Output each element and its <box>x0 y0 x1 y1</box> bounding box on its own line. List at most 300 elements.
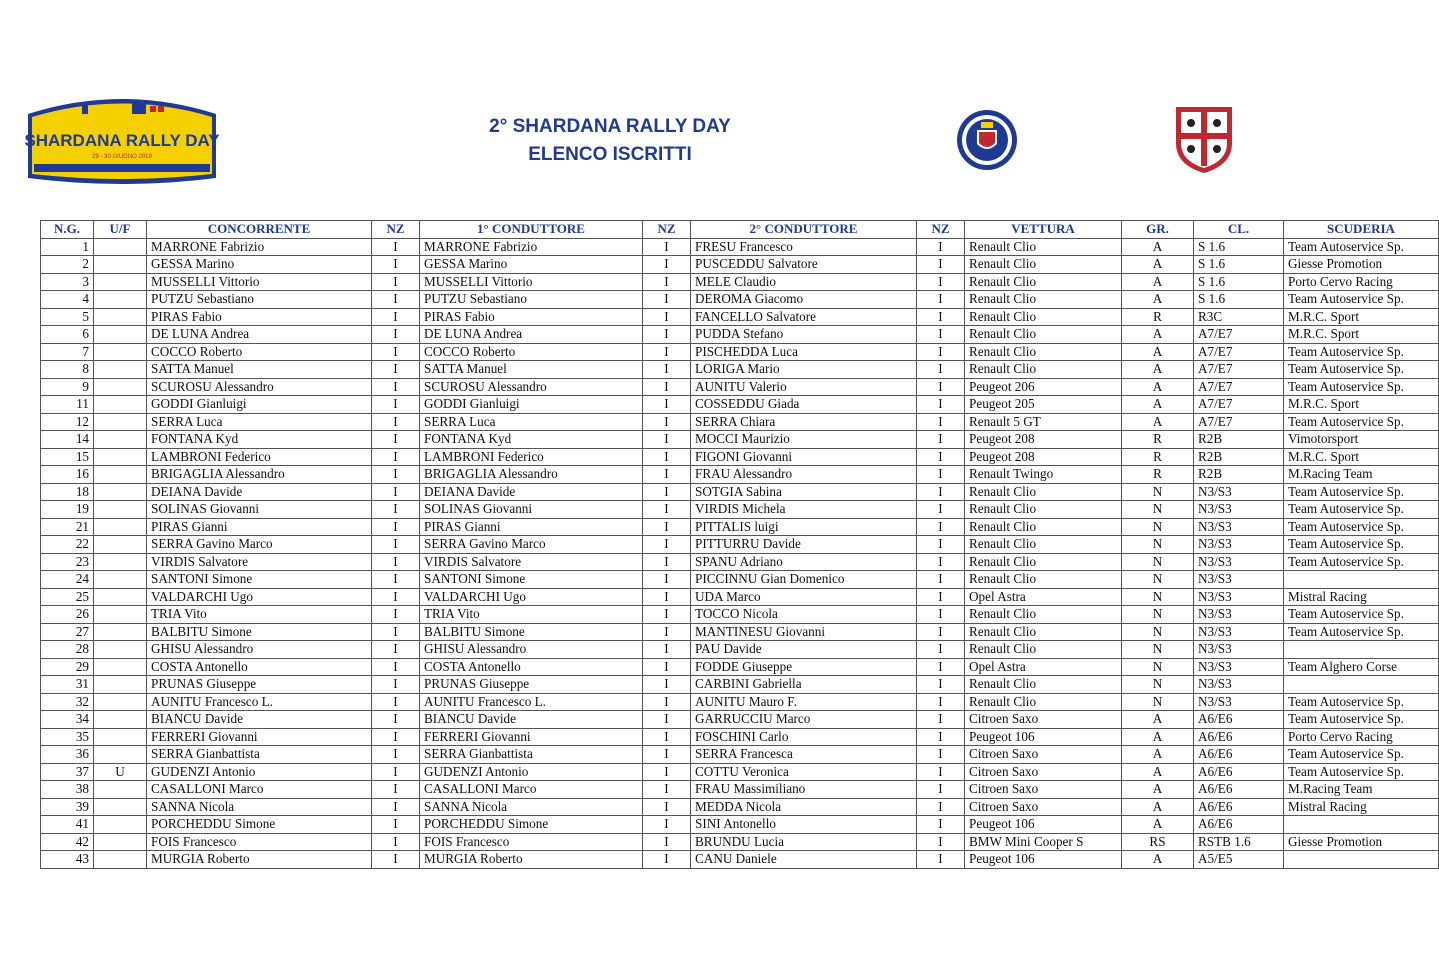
cell-ng: 29 <box>41 658 94 676</box>
cell-nz1: I <box>372 606 420 624</box>
cell-nz2: I <box>643 378 691 396</box>
cell-concorrente: FOIS Francesco <box>147 833 372 851</box>
cell-nz2: I <box>643 798 691 816</box>
cell-uf <box>94 606 147 624</box>
cell-nz1: I <box>372 571 420 589</box>
cell-scuderia: Team Autoservice Sp. <box>1284 763 1439 781</box>
cell-nz1: I <box>372 816 420 834</box>
cell-scuderia <box>1284 816 1439 834</box>
cell-classe: A6/E6 <box>1194 728 1284 746</box>
cell-conduttore1: SERRA Gianbattista <box>420 746 643 764</box>
cell-nz3: I <box>917 413 965 431</box>
cell-conduttore1: SCUROSU Alessandro <box>420 378 643 396</box>
column-header-uf: U/F <box>94 221 147 239</box>
cell-classe: R2B <box>1194 466 1284 484</box>
cell-conduttore1: SANNA Nicola <box>420 798 643 816</box>
cell-classe: A7/E7 <box>1194 343 1284 361</box>
cell-conduttore1: FERRERI Giovanni <box>420 728 643 746</box>
cell-conduttore2: BRUNDU Lucia <box>691 833 917 851</box>
cell-nz3: I <box>917 693 965 711</box>
cell-gruppo: N <box>1122 641 1194 659</box>
cell-conduttore2: SERRA Francesca <box>691 746 917 764</box>
title-line-2: ELENCO ISCRITTI <box>528 144 692 165</box>
cell-ng: 32 <box>41 693 94 711</box>
cell-uf <box>94 798 147 816</box>
table-row <box>41 728 1439 746</box>
cell-vettura: Renault Clio <box>965 256 1122 274</box>
cell-nz2: I <box>643 553 691 571</box>
cell-nz1: I <box>372 711 420 729</box>
cell-ng: 35 <box>41 728 94 746</box>
cell-gruppo: N <box>1122 693 1194 711</box>
cell-nz3: I <box>917 763 965 781</box>
column-header-classe: CL. <box>1194 221 1284 239</box>
logo-text: SHARDANA RALLY DAY <box>24 131 220 150</box>
cell-ng: 28 <box>41 641 94 659</box>
cell-vettura: Renault 5 GT <box>965 413 1122 431</box>
cell-nz3: I <box>917 238 965 256</box>
cell-uf <box>94 273 147 291</box>
table-row <box>41 396 1439 414</box>
cell-nz1: I <box>372 343 420 361</box>
cell-gruppo: A <box>1122 413 1194 431</box>
cell-nz2: I <box>643 326 691 344</box>
cell-concorrente: GHISU Alessandro <box>147 641 372 659</box>
cell-nz1: I <box>372 308 420 326</box>
table-row <box>41 448 1439 466</box>
cell-uf <box>94 291 147 309</box>
column-header-nz3: NZ <box>917 221 965 239</box>
cell-ng: 4 <box>41 291 94 309</box>
cell-nz3: I <box>917 501 965 519</box>
cell-nz3: I <box>917 781 965 799</box>
column-header-conduttore2: 2° CONDUTTORE <box>691 221 917 239</box>
cell-ng: 14 <box>41 431 94 449</box>
page-title <box>430 113 790 169</box>
cell-conduttore1: BIANCU Davide <box>420 711 643 729</box>
cell-vettura: Renault Clio <box>965 361 1122 379</box>
cell-conduttore2: FRAU Massimiliano <box>691 781 917 799</box>
cell-classe: S 1.6 <box>1194 238 1284 256</box>
cell-concorrente: FONTANA Kyd <box>147 431 372 449</box>
cell-vettura: Citroen Saxo <box>965 781 1122 799</box>
cell-concorrente: PORCHEDDU Simone <box>147 816 372 834</box>
cell-nz1: I <box>372 291 420 309</box>
cell-classe: A7/E7 <box>1194 413 1284 431</box>
cell-classe: R3C <box>1194 308 1284 326</box>
cell-uf <box>94 378 147 396</box>
cell-concorrente: DEIANA Davide <box>147 483 372 501</box>
cell-uf <box>94 623 147 641</box>
cell-nz3: I <box>917 676 965 694</box>
cell-nz2: I <box>643 238 691 256</box>
cell-scuderia: Team Autoservice Sp. <box>1284 378 1439 396</box>
cell-conduttore1: SERRA Luca <box>420 413 643 431</box>
cell-vettura: Citroen Saxo <box>965 711 1122 729</box>
table-row <box>41 518 1439 536</box>
cell-conduttore1: PORCHEDDU Simone <box>420 816 643 834</box>
cell-conduttore1: GHISU Alessandro <box>420 641 643 659</box>
cell-gruppo: N <box>1122 676 1194 694</box>
table-row <box>41 308 1439 326</box>
cell-ng: 41 <box>41 816 94 834</box>
cell-uf <box>94 536 147 554</box>
cell-gruppo: A <box>1122 816 1194 834</box>
cell-ng: 24 <box>41 571 94 589</box>
cell-gruppo: R <box>1122 431 1194 449</box>
cell-nz2: I <box>643 518 691 536</box>
cell-vettura: Peugeot 205 <box>965 396 1122 414</box>
cell-nz3: I <box>917 343 965 361</box>
cell-conduttore2: PITTURRU Davide <box>691 536 917 554</box>
cell-scuderia: Team Autoservice Sp. <box>1284 343 1439 361</box>
cell-conduttore2: SPANU Adriano <box>691 553 917 571</box>
cell-vettura: Renault Clio <box>965 238 1122 256</box>
cell-classe: S 1.6 <box>1194 256 1284 274</box>
cell-conduttore1: COSTA Antonello <box>420 658 643 676</box>
cell-scuderia: Team Autoservice Sp. <box>1284 711 1439 729</box>
cell-scuderia: Team Autoservice Sp. <box>1284 606 1439 624</box>
cell-uf <box>94 693 147 711</box>
cell-scuderia: M.R.C. Sport <box>1284 448 1439 466</box>
cell-nz3: I <box>917 431 965 449</box>
cell-nz1: I <box>372 238 420 256</box>
table-body <box>41 238 1439 868</box>
cell-vettura: Opel Astra <box>965 588 1122 606</box>
cell-nz1: I <box>372 798 420 816</box>
cell-conduttore2: PUSCEDDU Salvatore <box>691 256 917 274</box>
cell-nz2: I <box>643 501 691 519</box>
cell-ng: 3 <box>41 273 94 291</box>
cell-conduttore2: FRESU Francesco <box>691 238 917 256</box>
cell-ng: 6 <box>41 326 94 344</box>
cell-conduttore2: FRAU Alessandro <box>691 466 917 484</box>
cell-nz1: I <box>372 396 420 414</box>
cell-nz2: I <box>643 571 691 589</box>
cell-nz1: I <box>372 536 420 554</box>
cell-nz1: I <box>372 448 420 466</box>
cell-gruppo: RS <box>1122 833 1194 851</box>
cell-conduttore2: DEROMA Giacomo <box>691 291 917 309</box>
cell-scuderia: Team Autoservice Sp. <box>1284 413 1439 431</box>
cell-vettura: BMW Mini Cooper S <box>965 833 1122 851</box>
cell-scuderia: M.Racing Team <box>1284 466 1439 484</box>
table-row <box>41 746 1439 764</box>
cell-conduttore1: VALDARCHI Ugo <box>420 588 643 606</box>
cell-classe: N3/S3 <box>1194 676 1284 694</box>
cell-gruppo: N <box>1122 588 1194 606</box>
cell-classe: A7/E7 <box>1194 326 1284 344</box>
cell-nz1: I <box>372 483 420 501</box>
cell-conduttore2: CARBINI Gabriella <box>691 676 917 694</box>
shardana-rally-day-logo <box>22 94 222 186</box>
cell-vettura: Opel Astra <box>965 658 1122 676</box>
cell-nz1: I <box>372 361 420 379</box>
cell-gruppo: A <box>1122 711 1194 729</box>
cell-nz3: I <box>917 588 965 606</box>
cell-nz1: I <box>372 273 420 291</box>
cell-classe: N3/S3 <box>1194 483 1284 501</box>
cell-vettura: Renault Clio <box>965 693 1122 711</box>
cell-classe: A7/E7 <box>1194 361 1284 379</box>
column-header-conduttore1: 1° CONDUTTORE <box>420 221 643 239</box>
cell-nz2: I <box>643 536 691 554</box>
cell-uf <box>94 361 147 379</box>
cell-scuderia: Team Autoservice Sp. <box>1284 693 1439 711</box>
cell-uf <box>94 308 147 326</box>
table-row <box>41 378 1439 396</box>
cell-gruppo: A <box>1122 378 1194 396</box>
cell-gruppo: R <box>1122 466 1194 484</box>
cell-nz2: I <box>643 588 691 606</box>
cell-classe: A6/E6 <box>1194 781 1284 799</box>
cell-nz2: I <box>643 728 691 746</box>
cell-classe: N3/S3 <box>1194 501 1284 519</box>
table-row <box>41 693 1439 711</box>
cell-nz2: I <box>643 816 691 834</box>
cell-nz2: I <box>643 361 691 379</box>
cell-nz1: I <box>372 256 420 274</box>
cell-gruppo: N <box>1122 518 1194 536</box>
cell-scuderia: Team Autoservice Sp. <box>1284 553 1439 571</box>
cell-scuderia: Team Autoservice Sp. <box>1284 361 1439 379</box>
column-header-scuderia: SCUDERIA <box>1284 221 1439 239</box>
cell-vettura: Renault Clio <box>965 536 1122 554</box>
cell-conduttore2: FIGONI Giovanni <box>691 448 917 466</box>
cell-conduttore2: PAU Davide <box>691 641 917 659</box>
cell-nz2: I <box>643 466 691 484</box>
table-row <box>41 501 1439 519</box>
cell-conduttore1: CASALLONI Marco <box>420 781 643 799</box>
cell-vettura: Renault Clio <box>965 501 1122 519</box>
cell-nz3: I <box>917 466 965 484</box>
cell-uf <box>94 483 147 501</box>
cell-scuderia: Giesse Promotion <box>1284 256 1439 274</box>
cell-nz3: I <box>917 273 965 291</box>
cell-classe: R2B <box>1194 448 1284 466</box>
column-header-gruppo: GR. <box>1122 221 1194 239</box>
column-header-concorrente: CONCORRENTE <box>147 221 372 239</box>
table-row <box>41 536 1439 554</box>
cell-conduttore1: MURGIA Roberto <box>420 851 643 869</box>
cell-nz2: I <box>643 658 691 676</box>
cell-nz3: I <box>917 658 965 676</box>
cell-nz3: I <box>917 798 965 816</box>
cell-nz2: I <box>643 641 691 659</box>
cell-concorrente: BALBITU Simone <box>147 623 372 641</box>
cell-concorrente: COCCO Roberto <box>147 343 372 361</box>
cell-classe: N3/S3 <box>1194 518 1284 536</box>
cell-nz1: I <box>372 501 420 519</box>
cell-conduttore1: GUDENZI Antonio <box>420 763 643 781</box>
cell-concorrente: FERRERI Giovanni <box>147 728 372 746</box>
cell-gruppo: A <box>1122 326 1194 344</box>
cell-nz2: I <box>643 308 691 326</box>
cell-scuderia: Team Autoservice Sp. <box>1284 518 1439 536</box>
cell-conduttore2: SOTGIA Sabina <box>691 483 917 501</box>
table-row <box>41 273 1439 291</box>
cell-conduttore1: LAMBRONI Federico <box>420 448 643 466</box>
cell-conduttore1: DE LUNA Andrea <box>420 326 643 344</box>
cell-classe: A7/E7 <box>1194 396 1284 414</box>
table-header-row <box>41 221 1439 239</box>
cell-conduttore2: UDA Marco <box>691 588 917 606</box>
cell-ng: 34 <box>41 711 94 729</box>
cell-ng: 26 <box>41 606 94 624</box>
cell-uf <box>94 816 147 834</box>
cell-ng: 31 <box>41 676 94 694</box>
cell-scuderia: Team Autoservice Sp. <box>1284 623 1439 641</box>
table-row <box>41 483 1439 501</box>
cell-vettura: Renault Clio <box>965 641 1122 659</box>
cell-gruppo: A <box>1122 798 1194 816</box>
cell-scuderia: M.R.C. Sport <box>1284 326 1439 344</box>
cell-concorrente: SERRA Luca <box>147 413 372 431</box>
cell-uf <box>94 413 147 431</box>
entry-list-table <box>40 220 1439 869</box>
cell-concorrente: AUNITU Francesco L. <box>147 693 372 711</box>
cell-concorrente: PUTZU Sebastiano <box>147 291 372 309</box>
cell-nz1: I <box>372 413 420 431</box>
cell-gruppo: N <box>1122 553 1194 571</box>
cell-nz3: I <box>917 641 965 659</box>
table-row <box>41 623 1439 641</box>
cell-uf <box>94 728 147 746</box>
cell-gruppo: A <box>1122 746 1194 764</box>
cell-nz3: I <box>917 746 965 764</box>
cell-conduttore1: COCCO Roberto <box>420 343 643 361</box>
title-line-1: 2° SHARDANA RALLY DAY <box>489 116 731 137</box>
cell-vettura: Renault Clio <box>965 553 1122 571</box>
cell-classe: A7/E7 <box>1194 378 1284 396</box>
column-header-vettura: VETTURA <box>965 221 1122 239</box>
table-row <box>41 553 1439 571</box>
cell-scuderia: Mistral Racing <box>1284 798 1439 816</box>
cell-uf <box>94 833 147 851</box>
cell-nz3: I <box>917 291 965 309</box>
cell-concorrente: SANTONI Simone <box>147 571 372 589</box>
table-row <box>41 833 1439 851</box>
table-row <box>41 588 1439 606</box>
cell-nz2: I <box>643 483 691 501</box>
cell-scuderia: M.R.C. Sport <box>1284 308 1439 326</box>
cell-gruppo: A <box>1122 256 1194 274</box>
cell-nz3: I <box>917 308 965 326</box>
cell-conduttore1: SATTA Manuel <box>420 361 643 379</box>
cell-conduttore2: PITTALIS luigi <box>691 518 917 536</box>
cell-nz1: I <box>372 378 420 396</box>
cell-nz2: I <box>643 431 691 449</box>
cell-conduttore1: GESSA Marino <box>420 256 643 274</box>
cell-concorrente: CASALLONI Marco <box>147 781 372 799</box>
cell-uf <box>94 466 147 484</box>
cell-ng: 15 <box>41 448 94 466</box>
cell-vettura: Renault Clio <box>965 291 1122 309</box>
cell-concorrente: GESSA Marino <box>147 256 372 274</box>
cell-vettura: Renault Clio <box>965 308 1122 326</box>
cell-concorrente: SCUROSU Alessandro <box>147 378 372 396</box>
cell-ng: 39 <box>41 798 94 816</box>
cell-gruppo: R <box>1122 448 1194 466</box>
cell-uf <box>94 851 147 869</box>
cell-classe: S 1.6 <box>1194 291 1284 309</box>
table-row <box>41 606 1439 624</box>
cell-ng: 23 <box>41 553 94 571</box>
cell-classe: RSTB 1.6 <box>1194 833 1284 851</box>
column-header-nz2: NZ <box>643 221 691 239</box>
cell-conduttore1: PRUNAS Giuseppe <box>420 676 643 694</box>
cell-classe: N3/S3 <box>1194 571 1284 589</box>
cell-conduttore2: FOSCHINI Carlo <box>691 728 917 746</box>
cell-nz2: I <box>643 256 691 274</box>
cell-nz1: I <box>372 763 420 781</box>
cell-uf: U <box>94 763 147 781</box>
cell-uf <box>94 238 147 256</box>
cell-nz1: I <box>372 851 420 869</box>
cell-concorrente: SERRA Gavino Marco <box>147 536 372 554</box>
cell-conduttore2: CANU Daniele <box>691 851 917 869</box>
cell-concorrente: SATTA Manuel <box>147 361 372 379</box>
cell-ng: 1 <box>41 238 94 256</box>
cell-nz2: I <box>643 833 691 851</box>
cell-concorrente: GUDENZI Antonio <box>147 763 372 781</box>
cell-classe: N3/S3 <box>1194 536 1284 554</box>
cell-classe: A6/E6 <box>1194 798 1284 816</box>
cell-vettura: Peugeot 208 <box>965 448 1122 466</box>
cell-nz1: I <box>372 466 420 484</box>
cell-uf <box>94 658 147 676</box>
cell-conduttore1: GODDI Gianluigi <box>420 396 643 414</box>
cell-nz2: I <box>643 273 691 291</box>
table-row <box>41 466 1439 484</box>
cell-ng: 22 <box>41 536 94 554</box>
cell-conduttore1: MARRONE Fabrizio <box>420 238 643 256</box>
cell-uf <box>94 518 147 536</box>
cell-concorrente: DE LUNA Andrea <box>147 326 372 344</box>
table-row <box>41 676 1439 694</box>
cell-nz1: I <box>372 833 420 851</box>
cell-gruppo: N <box>1122 483 1194 501</box>
cell-nz3: I <box>917 851 965 869</box>
cell-ng: 11 <box>41 396 94 414</box>
cell-vettura: Peugeot 106 <box>965 851 1122 869</box>
cell-nz1: I <box>372 658 420 676</box>
cell-uf <box>94 746 147 764</box>
table-row <box>41 798 1439 816</box>
cell-conduttore1: SERRA Gavino Marco <box>420 536 643 554</box>
cell-nz1: I <box>372 588 420 606</box>
cell-nz1: I <box>372 431 420 449</box>
cell-uf <box>94 326 147 344</box>
cell-scuderia: Team Autoservice Sp. <box>1284 501 1439 519</box>
cell-scuderia: M.R.C. Sport <box>1284 396 1439 414</box>
cell-nz1: I <box>372 518 420 536</box>
cell-concorrente: LAMBRONI Federico <box>147 448 372 466</box>
cell-conduttore2: PICCINNU Gian Domenico <box>691 571 917 589</box>
cell-scuderia: Team Autoservice Sp. <box>1284 291 1439 309</box>
cell-conduttore1: AUNITU Francesco L. <box>420 693 643 711</box>
cell-scuderia: M.Racing Team <box>1284 781 1439 799</box>
cell-conduttore2: MEDDA Nicola <box>691 798 917 816</box>
cell-ng: 8 <box>41 361 94 379</box>
cell-conduttore2: SERRA Chiara <box>691 413 917 431</box>
cell-conduttore1: PIRAS Fabio <box>420 308 643 326</box>
cell-ng: 36 <box>41 746 94 764</box>
cell-conduttore2: PISCHEDDA Luca <box>691 343 917 361</box>
cell-nz2: I <box>643 711 691 729</box>
cell-gruppo: A <box>1122 238 1194 256</box>
cell-ng: 16 <box>41 466 94 484</box>
